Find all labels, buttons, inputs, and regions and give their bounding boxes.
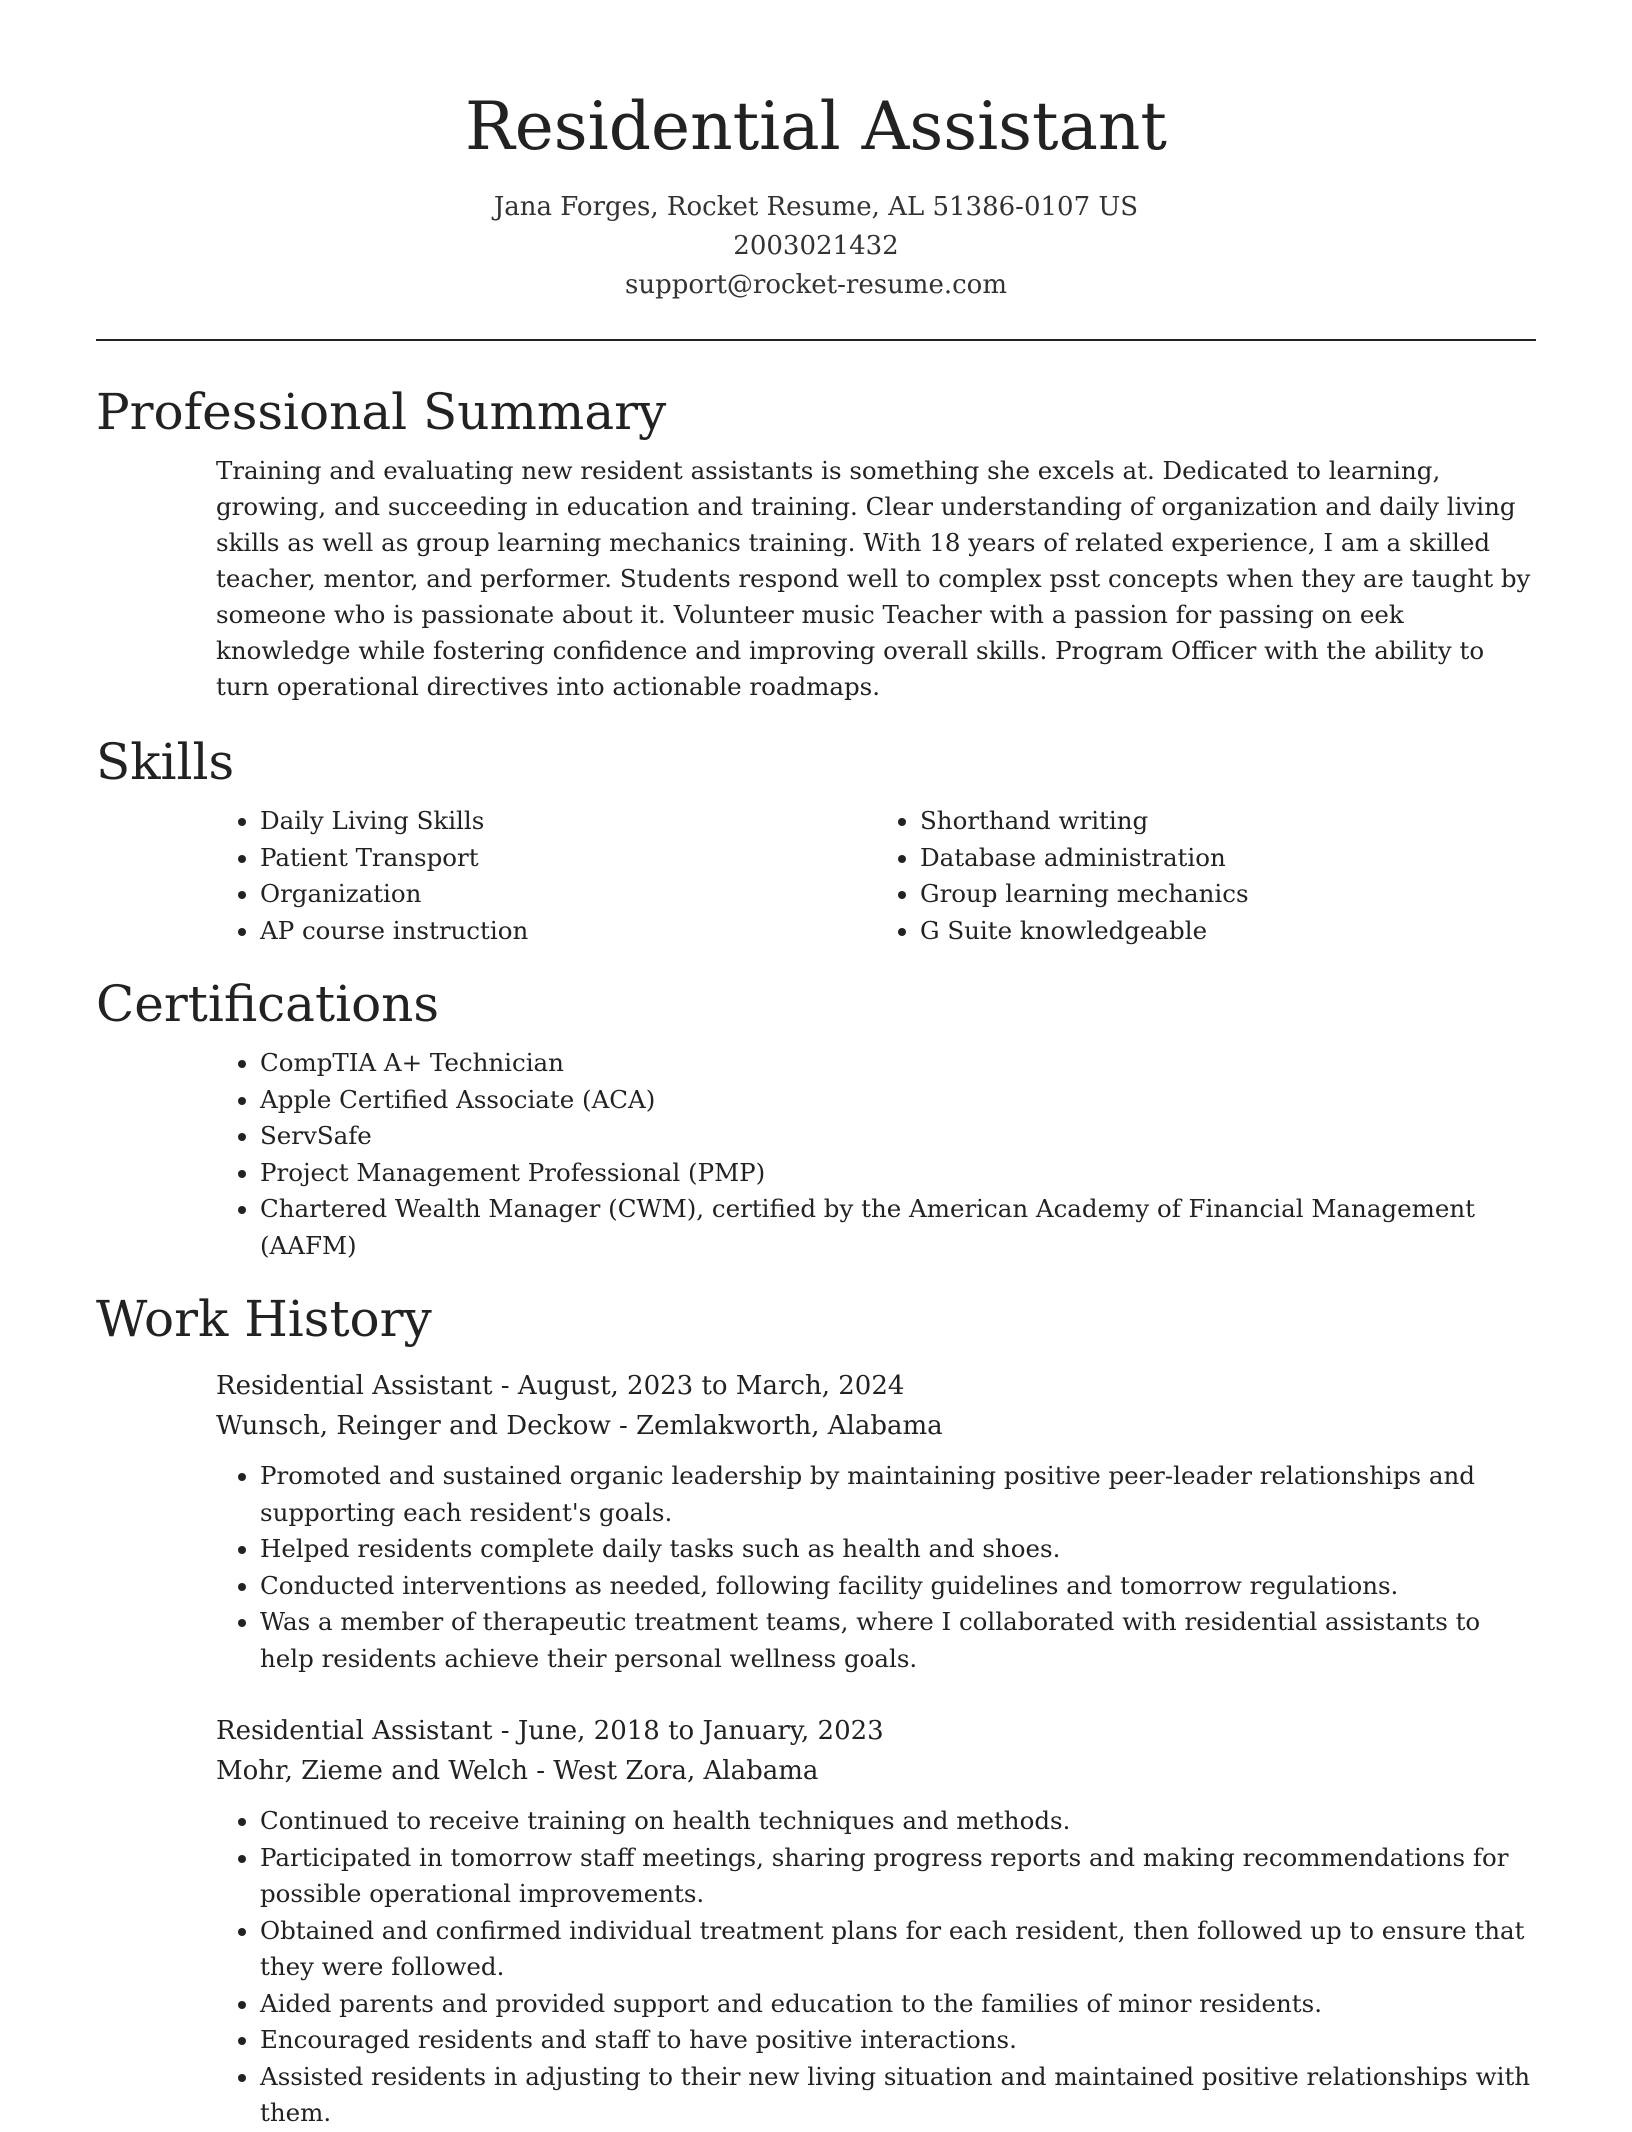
skills-list-left (216, 803, 876, 949)
job-company-line: Mohr, Zieme and Welch - West Zora, Alabama (216, 1756, 819, 1786)
skill-item: • Organization (260, 876, 876, 913)
job-duties-list (216, 1458, 1536, 1677)
job-duty-item: • Encouraged residents and staff to have positive interactions. (260, 2022, 1536, 2059)
job-duty-item: • Continued to receive training on health techniques and methods. (260, 1803, 1536, 1840)
skills-columns (216, 803, 1536, 949)
skill-item: • AP course instruction (260, 913, 876, 950)
certifications-heading: Certifications (96, 975, 440, 1033)
resume-title: Residential Assistant (465, 88, 1167, 165)
job-entry (216, 1711, 1536, 2132)
job-title-line: Residential Assistant - August, 2023 to March, 2024 (216, 1371, 905, 1401)
job-company-line: Wunsch, Reinger and Deckow - Zemlakworth, Alabama (216, 1411, 943, 1441)
job-duty-item: • Aided parents and provided support and education to the families of minor residents. (260, 1986, 1536, 2023)
skill-item: • Shorthand writing (920, 803, 1536, 840)
contact-block (96, 188, 1536, 305)
contact-phone: 2003021432 (733, 231, 899, 261)
certification-item: • CompTIA A+ Technician (260, 1045, 1536, 1082)
skills-heading: Skills (96, 733, 235, 791)
skill-item: • Database administration (920, 840, 1536, 877)
skill-item: • Patient Transport (260, 840, 876, 877)
summary-heading: Professional Summary (96, 383, 667, 441)
summary-text: Training and evaluating new resident assistants is something she excels at. Dedicated to learning, growing, and succeeding in education and training. Clear understanding of organization and daily living skills as well as group learning mechanics training. With 18 years of related experience, I am a skilled teacher, mentor, and performer. Students respond well to complex psst concepts when they are taught by someone who is passionate about it. Volunteer music Teacher with a passion for passing on eek knowledge while fostering confidence and improving overall skills. Program Officer with the ability to turn operational directives into actionable roadmaps. (216, 456, 1531, 701)
job-duties-list (216, 1803, 1536, 2132)
certifications-list (216, 1045, 1536, 1264)
summary-section (96, 379, 1536, 705)
contact-address: Jana Forges, Rocket Resume, AL 51386-0107 US (493, 192, 1139, 222)
resume-header (96, 0, 1536, 305)
job-duty-item: • Helped residents complete daily tasks such as health and shoes. (260, 1531, 1536, 1568)
job-duty-item: • Obtained and confirmed individual treatment plans for each resident, then followed up to ensure that they were followed. (260, 1913, 1536, 1986)
job-duty-item: • Conducted interventions as needed, following facility guidelines and tomorrow regulations. (260, 1568, 1536, 1605)
work-history-heading: Work History (96, 1290, 432, 1348)
certification-item: • Chartered Wealth Manager (CWM), certified by the American Academy of Financial Management (AAFM) (260, 1191, 1536, 1264)
work-history-section (96, 1286, 1536, 2132)
job-duty-item: • Was a member of therapeutic treatment teams, where I collaborated with residential assistants to help residents achieve their personal wellness goals. (260, 1604, 1536, 1677)
certification-item: • Project Management Professional (PMP) (260, 1155, 1536, 1192)
skill-item: • Daily Living Skills (260, 803, 876, 840)
certification-item: • Apple Certified Associate (ACA) (260, 1082, 1536, 1119)
job-entry (216, 1366, 1536, 1677)
job-duty-item: • Promoted and sustained organic leadership by maintaining positive peer-leader relationships and supporting each resident's goals. (260, 1458, 1536, 1531)
skills-section (96, 729, 1536, 949)
header-divider (96, 339, 1536, 341)
skill-item: • G Suite knowledgeable (920, 913, 1536, 950)
job-duty-item: • Participated in tomorrow staff meetings, sharing progress reports and making recommendations for possible operational improvements. (260, 1840, 1536, 1913)
job-duty-item: • Assisted residents in adjusting to their new living situation and maintained positive relationships with them. (260, 2059, 1536, 2132)
certification-item: • ServSafe (260, 1118, 1536, 1155)
job-title-line: Residential Assistant - June, 2018 to January, 2023 (216, 1716, 884, 1746)
skill-item: • Group learning mechanics (920, 876, 1536, 913)
skills-list-right (876, 803, 1536, 949)
contact-email: support@rocket-resume.com (624, 270, 1007, 300)
certifications-section (96, 971, 1536, 1264)
